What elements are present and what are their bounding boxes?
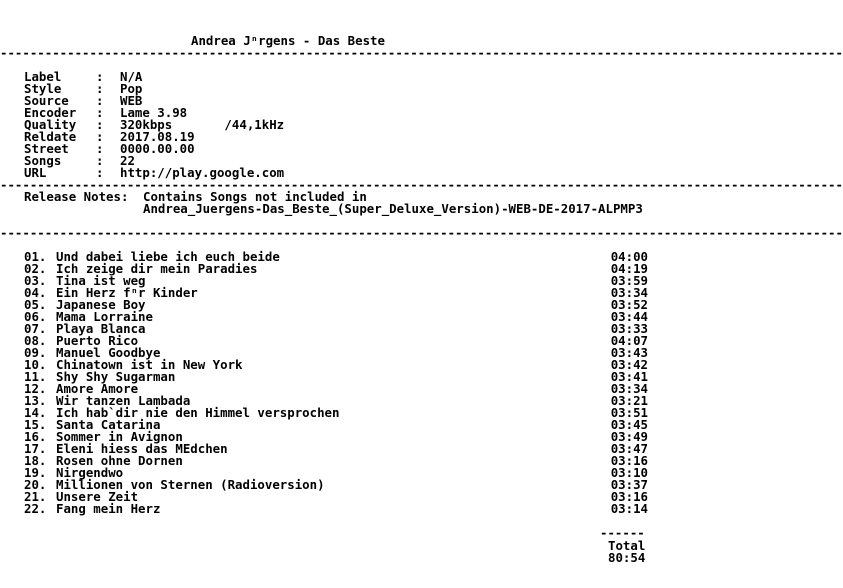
- track-number: 11.: [24, 369, 47, 384]
- track-title: Nirgendwo: [56, 465, 124, 480]
- info-separator: :: [96, 105, 111, 120]
- track-duration: 03:59: [610, 273, 648, 288]
- info-key: Encoder: [24, 105, 77, 120]
- info-separator: :: [96, 117, 111, 132]
- info-value: 2017.08.19: [120, 129, 195, 144]
- info-value: 0000.00.00: [120, 141, 195, 156]
- info-row-street: [24, 143, 284, 155]
- track-number: 14.: [24, 405, 47, 420]
- track-duration: 03:14: [610, 501, 648, 516]
- track-title: Fang mein Herz: [56, 501, 161, 516]
- info-separator: :: [96, 153, 111, 168]
- track-duration: 03:44: [610, 309, 648, 324]
- track-title: Santa Catarina: [56, 417, 161, 432]
- track-number: 16.: [24, 429, 47, 444]
- track-title: Ich hab`dir nie den Himmel versprochen: [56, 405, 340, 420]
- info-value: 22: [120, 153, 135, 168]
- track-number: 18.: [24, 453, 47, 468]
- track-title: Manuel Goodbye: [56, 345, 161, 360]
- release-notes-line: Andrea_Juergens-Das_Beste_(Super_Deluxe_Version)-WEB-DE-2017-ALPMP3: [143, 201, 643, 216]
- track-duration: 04:07: [610, 333, 648, 348]
- info-key: Quality: [24, 117, 77, 132]
- info-separator: :: [96, 141, 111, 156]
- track-number: 22.: [24, 501, 47, 516]
- track-duration: 03:16: [610, 489, 648, 504]
- track-title: Playa Blanca: [56, 321, 146, 336]
- track-duration: 03:42: [610, 357, 648, 372]
- track-number: 09.: [24, 345, 47, 360]
- info-separator: :: [96, 81, 111, 96]
- info-value: Lame 3.98: [120, 105, 188, 120]
- divider-line: -----------------------------------------------------------------------------------------------------------------: [0, 177, 843, 192]
- info-key: Label: [24, 69, 62, 84]
- track-number: 03.: [24, 273, 47, 288]
- release-notes-text: [143, 191, 643, 215]
- info-key: URL: [24, 165, 47, 180]
- track-title: Wir tanzen Lambada: [56, 393, 191, 408]
- track-number: 06.: [24, 309, 47, 324]
- info-value: N/A: [120, 69, 143, 84]
- info-key: Songs: [24, 153, 62, 168]
- track-title: Japanese Boy: [56, 297, 146, 312]
- track-number: 02.: [24, 261, 47, 276]
- info-block: [24, 71, 284, 179]
- track-duration: 03:49: [610, 429, 648, 444]
- info-value: 320kbps /44,1kHz: [120, 117, 285, 132]
- track-duration: 04:00: [610, 249, 648, 264]
- track-duration: 03:21: [610, 393, 648, 408]
- track-duration: 03:52: [610, 297, 648, 312]
- track-number: 15.: [24, 417, 47, 432]
- total-divider: ------: [600, 525, 645, 540]
- track-number: 20.: [24, 477, 47, 492]
- release-notes: [24, 191, 643, 215]
- track-duration: 03:47: [610, 441, 648, 456]
- info-row-label: [24, 71, 284, 83]
- info-separator: :: [96, 69, 111, 84]
- track-title: Shy Shy Sugarman: [56, 369, 176, 384]
- album-title: Andrea Jⁿrgens - Das Beste: [191, 33, 385, 48]
- track-title: Und dabei liebe ich euch beide: [56, 249, 280, 264]
- track-title: Unsere Zeit: [56, 489, 139, 504]
- track-number: 17.: [24, 441, 47, 456]
- track-duration: 03:34: [610, 285, 648, 300]
- info-key: Reldate: [24, 129, 77, 144]
- track-number: 21.: [24, 489, 47, 504]
- track-number: 08.: [24, 333, 47, 348]
- track-number: 10.: [24, 357, 47, 372]
- divider-line: -----------------------------------------------------------------------------------------------------------------: [0, 225, 843, 240]
- track-title: Tina ist weg: [56, 273, 146, 288]
- track-title: Millionen von Sternen (Radioversion): [56, 477, 325, 492]
- total-label: Total: [608, 538, 646, 553]
- track-duration: 04:19: [610, 261, 648, 276]
- info-separator: :: [96, 165, 111, 180]
- track-title: Ich zeige dir mein Paradies: [56, 261, 258, 276]
- track-duration: 03:10: [610, 465, 648, 480]
- info-separator: :: [96, 93, 111, 108]
- track-duration: 03:43: [610, 345, 648, 360]
- track-title: Puerto Rico: [56, 333, 139, 348]
- track-title: Eleni hiess das MEdchen: [56, 441, 228, 456]
- track-title: Mama Lorraine: [56, 309, 153, 324]
- track-number: 19.: [24, 465, 47, 480]
- info-value: WEB: [120, 93, 143, 108]
- info-key: Street: [24, 141, 69, 156]
- info-key: Source: [24, 93, 69, 108]
- info-value: http://play.google.com: [120, 165, 285, 180]
- release-notes-label: Release Notes:: [24, 189, 129, 204]
- info-key: Style: [24, 81, 62, 96]
- track-duration: 03:41: [610, 369, 648, 384]
- track-number: 01.: [24, 249, 47, 264]
- track-duration: 03:45: [610, 417, 648, 432]
- divider-line: -----------------------------------------------------------------------------------------------------------------: [0, 45, 843, 60]
- info-value: Pop: [120, 81, 143, 96]
- track-title: Chinatown ist in New York: [56, 357, 243, 372]
- track-title: Ein Herz fⁿr Kinder: [56, 285, 198, 300]
- track-duration: 03:51: [610, 405, 648, 420]
- track-number: 12.: [24, 381, 47, 396]
- total-time: 80:54: [608, 550, 646, 565]
- track-duration: 03:33: [610, 321, 648, 336]
- track-number: 05.: [24, 297, 47, 312]
- track-duration: 03:16: [610, 453, 648, 468]
- track-row: [24, 503, 648, 515]
- track-number: 13.: [24, 393, 47, 408]
- track-title: Rosen ohne Dornen: [56, 453, 183, 468]
- track-title: Sommer in Avignon: [56, 429, 183, 444]
- track-number: 04.: [24, 285, 47, 300]
- release-notes-line: Contains Songs not included in: [143, 189, 367, 204]
- info-separator: :: [96, 129, 111, 144]
- track-duration: 03:34: [610, 381, 648, 396]
- track-number: 07.: [24, 321, 47, 336]
- track-duration: 03:37: [610, 477, 648, 492]
- track-title: Amore Amore: [56, 381, 139, 396]
